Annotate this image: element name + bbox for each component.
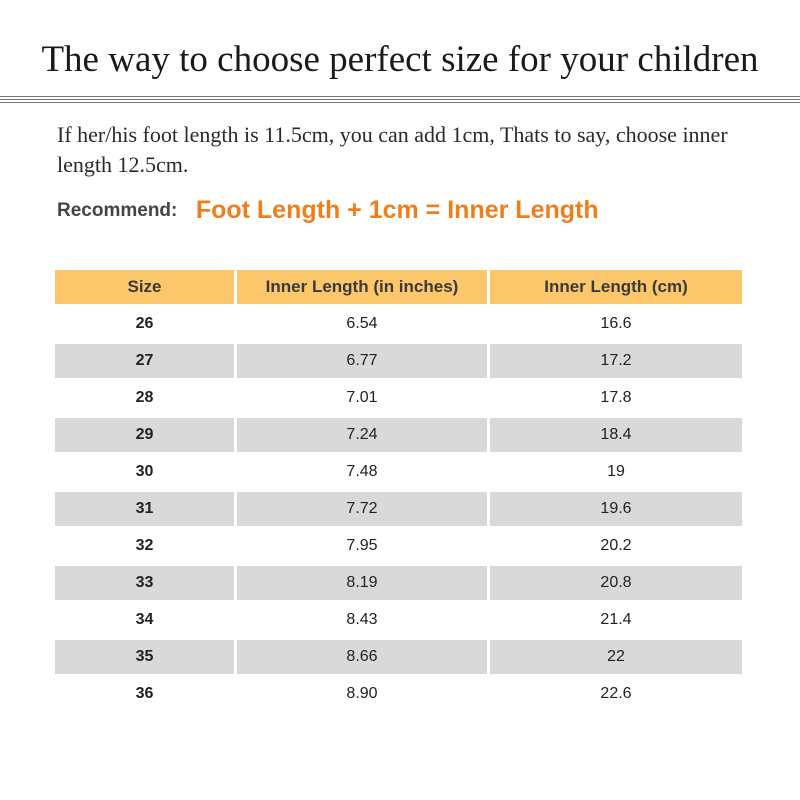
cell-size: 33 <box>55 566 234 600</box>
cell-size: 29 <box>55 418 234 452</box>
cell-inches: 7.24 <box>237 418 487 452</box>
recommend-line <box>57 196 599 225</box>
table-row <box>55 455 742 489</box>
cell-size: 28 <box>135 389 154 406</box>
cell-size: 36 <box>135 685 154 702</box>
header-inner-length-inches: Inner Length (in inches) <box>237 270 487 304</box>
cell-size: 31 <box>55 492 234 526</box>
intro-text: If her/his foot length is 11.5cm, you can add 1cm, Thats to say, choose inner length 12.5cm. <box>57 122 728 177</box>
cell-cm: 16.6 <box>600 315 632 332</box>
cell-cm: 20.8 <box>490 566 742 600</box>
cell-size: 27 <box>55 344 234 378</box>
recommend-label: Recommend: <box>57 199 178 221</box>
cell-cm: 19.6 <box>490 492 742 526</box>
cell-inches: 7.01 <box>346 389 378 406</box>
cell-size: 30 <box>135 463 154 480</box>
cell-inches: 7.95 <box>346 537 378 554</box>
header-inner-length-cm: Inner Length (cm) <box>490 270 742 304</box>
cell-inches: 8.90 <box>346 685 378 702</box>
cell-inches: 6.77 <box>237 344 487 378</box>
divider-line <box>0 96 800 97</box>
cell-cm: 17.2 <box>490 344 742 378</box>
title-divider <box>0 96 800 105</box>
header-size: Size <box>55 270 234 304</box>
cell-inches: 8.66 <box>237 640 487 674</box>
size-chart-table <box>52 267 745 714</box>
table-row <box>55 307 742 341</box>
cell-inches: 6.54 <box>346 315 378 332</box>
cell-size: 32 <box>135 537 154 554</box>
cell-inches: 8.43 <box>346 611 378 628</box>
cell-cm: 20.2 <box>600 537 632 554</box>
cell-cm: 22.6 <box>600 685 632 702</box>
cell-inches: 7.72 <box>237 492 487 526</box>
cell-size: 35 <box>55 640 234 674</box>
divider-line <box>0 99 800 100</box>
table-row <box>55 492 742 526</box>
table-row <box>55 418 742 452</box>
cell-inches: 7.48 <box>346 463 378 480</box>
table-row <box>55 344 742 378</box>
table-row <box>55 566 742 600</box>
cell-size: 34 <box>135 611 154 628</box>
divider-line <box>0 102 800 103</box>
table-row <box>55 603 742 637</box>
table-header-row <box>55 270 742 304</box>
cell-cm: 22 <box>490 640 742 674</box>
cell-cm: 19 <box>607 463 625 480</box>
table-row <box>55 640 742 674</box>
cell-size: 26 <box>135 315 154 332</box>
cell-cm: 18.4 <box>490 418 742 452</box>
table-row <box>55 677 742 711</box>
recommend-formula: Foot Length + 1cm = Inner Length <box>195 196 599 224</box>
cell-cm: 21.4 <box>600 611 632 628</box>
table-row <box>55 381 742 415</box>
table-row <box>55 529 742 563</box>
cell-inches: 8.19 <box>237 566 487 600</box>
cell-cm: 17.8 <box>600 389 632 406</box>
page-title: The way to choose perfect size for your children <box>41 39 759 80</box>
